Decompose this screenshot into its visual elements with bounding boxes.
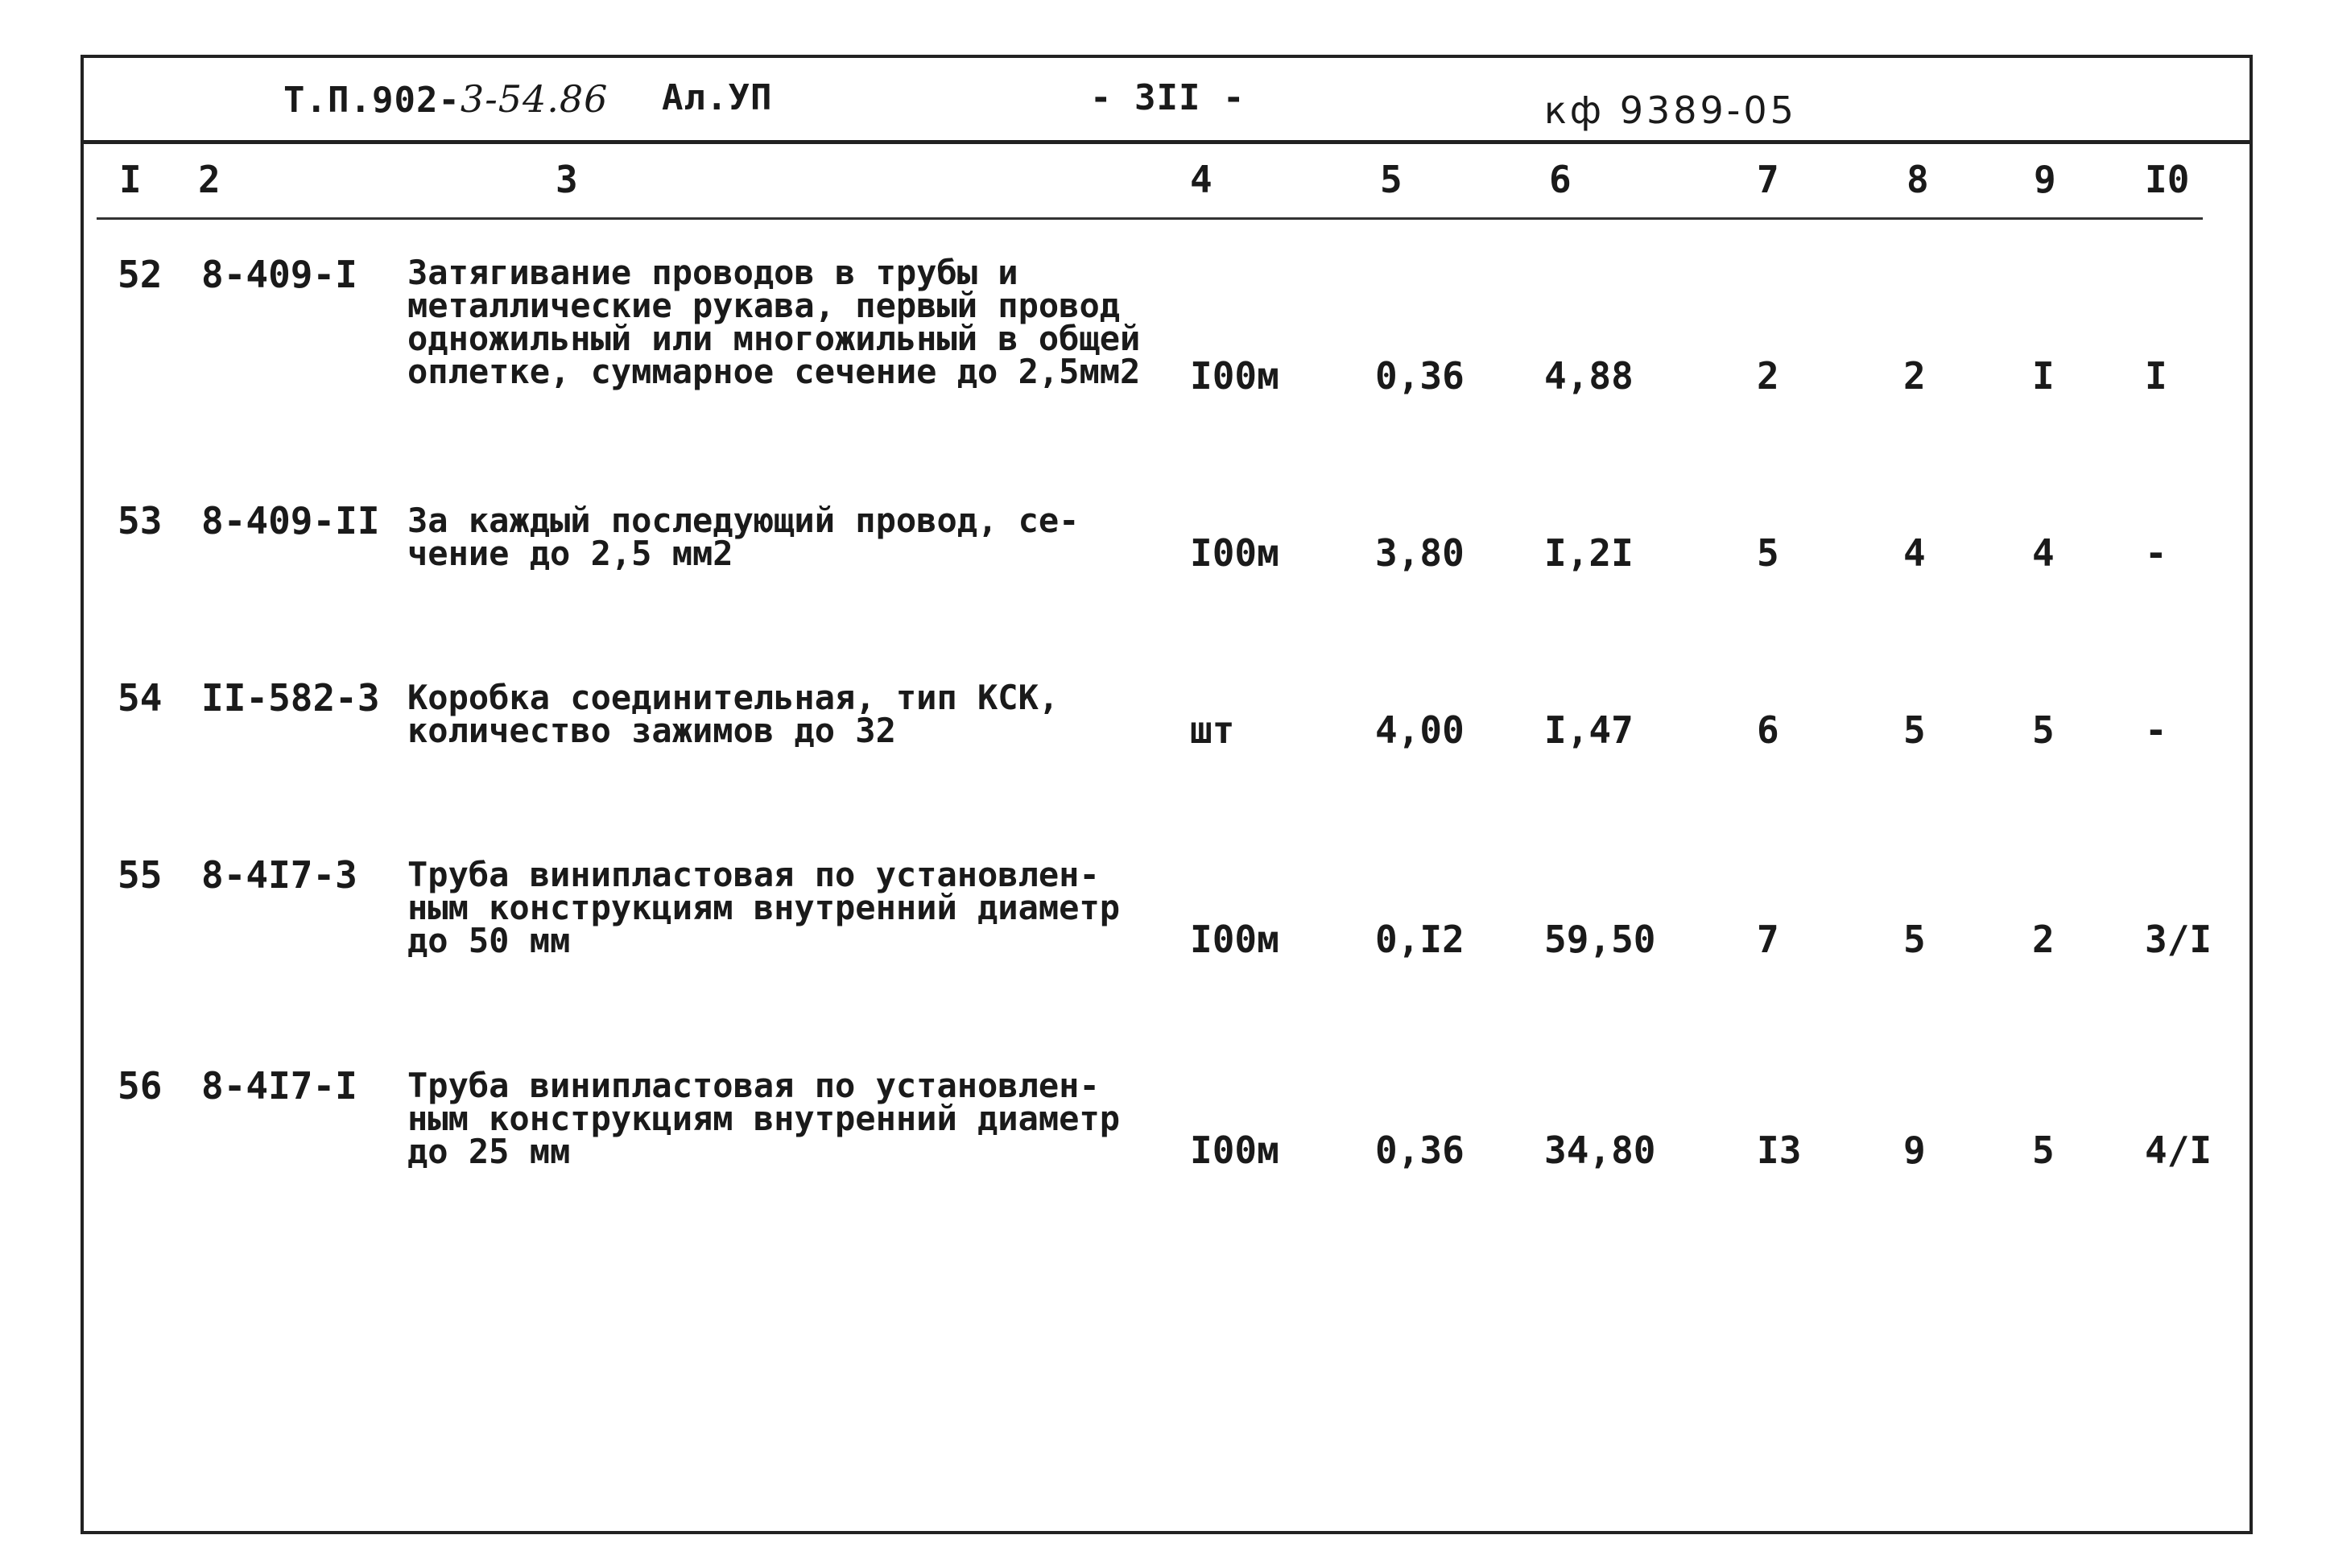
unit-price: 34,80 <box>1544 1129 1656 1172</box>
unit-price: I,47 <box>1544 708 1634 752</box>
column-10-value: - <box>2145 708 2167 752</box>
column-8-value: 5 <box>1903 918 1926 961</box>
page-number: - 3II - <box>1090 77 1246 118</box>
column-8-value: 4 <box>1903 531 1926 575</box>
column-10-value: - <box>2145 531 2167 575</box>
work-description: За каждый последующий провод, се- чение до 2,5 мм2 <box>407 501 1080 573</box>
column-8-value: 9 <box>1903 1129 1926 1172</box>
column-7-value: 7 <box>1757 918 1779 961</box>
column-9-value: 5 <box>2032 1129 2055 1172</box>
quantity: 4,00 <box>1375 708 1465 752</box>
work-description: Коробка соединительная, тип КСК, количество зажимов до 32 <box>407 678 1060 750</box>
quantity: 0,36 <box>1375 1129 1465 1172</box>
column-number: 4 <box>1190 158 1213 201</box>
rate-code: 8-4I7-I <box>201 1064 357 1108</box>
column-number: I <box>119 158 142 201</box>
unit-price: I,2I <box>1544 531 1634 575</box>
column-9-value: 5 <box>2032 708 2055 752</box>
column-7-value: 2 <box>1757 354 1779 398</box>
row-number: 55 <box>118 853 163 897</box>
header-divider <box>81 140 2253 144</box>
work-description: Затягивание проводов в трубы и металлические рукава, первый провод одножильный или многожильный в общей оплетке, суммарное сечение до 2,5мм2 <box>407 253 1141 391</box>
column-9-value: 4 <box>2032 531 2055 575</box>
unit: шт <box>1190 708 1235 752</box>
column-10-value: 4/I <box>2145 1129 2212 1172</box>
column-8-value: 2 <box>1903 354 1926 398</box>
column-number: 7 <box>1757 158 1779 201</box>
row-number: 53 <box>118 499 163 543</box>
row-number: 52 <box>118 253 163 296</box>
column-7-value: I3 <box>1757 1129 1802 1172</box>
quantity: 0,I2 <box>1375 918 1465 961</box>
rate-code: II-582-3 <box>201 676 380 720</box>
document-code: Т.П.902-3-54.86 <box>283 77 609 121</box>
column-10-value: 3/I <box>2145 918 2212 961</box>
column-9-value: 2 <box>2032 918 2055 961</box>
column-number: 8 <box>1907 158 1929 201</box>
quantity: 0,36 <box>1375 354 1465 398</box>
rate-code: 8-409-II <box>201 499 380 543</box>
work-description: Труба винипластовая по установлен- ным конструкциям внутренний диаметр до 50 мм <box>407 855 1121 960</box>
column-10-value: I <box>2145 354 2167 398</box>
column-number: I0 <box>2145 158 2190 201</box>
archive-stamp: кф 9389-05 <box>1544 89 1797 132</box>
column-9-value: I <box>2032 354 2055 398</box>
row-number: 56 <box>118 1064 163 1108</box>
document-code-handwritten: 3-54.86 <box>460 77 609 121</box>
rate-code: 8-409-I <box>201 253 357 296</box>
work-description: Труба винипластовая по установлен- ным конструкциям внутренний диаметр до 25 мм <box>407 1066 1121 1171</box>
column-number: 9 <box>2034 158 2056 201</box>
unit: I00м <box>1190 918 1279 961</box>
rate-code: 8-4I7-3 <box>201 853 357 897</box>
column-number: 5 <box>1380 158 1403 201</box>
quantity: 3,80 <box>1375 531 1465 575</box>
column-8-value: 5 <box>1903 708 1926 752</box>
column-header-rule <box>97 217 2203 220</box>
row-number: 54 <box>118 676 163 720</box>
unit-price: 4,88 <box>1544 354 1634 398</box>
column-number: 6 <box>1549 158 1572 201</box>
album-label: Ал.УП <box>662 77 773 118</box>
unit-price: 59,50 <box>1544 918 1656 961</box>
column-number: 3 <box>556 158 578 201</box>
column-7-value: 6 <box>1757 708 1779 752</box>
column-7-value: 5 <box>1757 531 1779 575</box>
unit: I00м <box>1190 354 1279 398</box>
unit: I00м <box>1190 531 1279 575</box>
unit: I00м <box>1190 1129 1279 1172</box>
column-number: 2 <box>198 158 221 201</box>
